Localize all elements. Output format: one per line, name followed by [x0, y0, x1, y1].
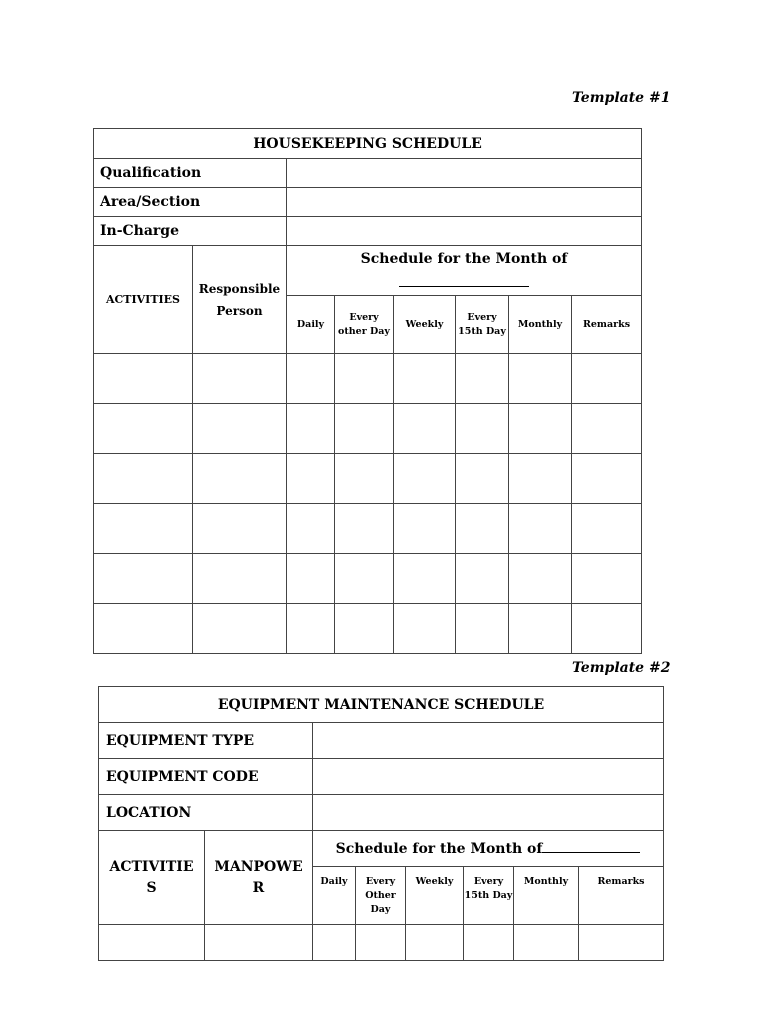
cell[interactable]: [394, 554, 456, 604]
cell[interactable]: [94, 454, 193, 504]
location-label: LOCATION: [99, 795, 313, 831]
cell[interactable]: [94, 354, 193, 404]
col-weekly-2: Weekly: [406, 867, 464, 925]
equipment-maintenance-title: EQUIPMENT MAINTENANCE SCHEDULE: [99, 687, 664, 723]
col-every-15th-day: Every 15th Day: [456, 296, 509, 354]
in-charge-field[interactable]: [287, 217, 642, 246]
activities-header-2: [99, 831, 205, 925]
month-header: [287, 246, 642, 296]
month-header-2: [313, 831, 664, 867]
in-charge-label: In-Charge: [94, 217, 287, 246]
cell[interactable]: [335, 454, 394, 504]
cell[interactable]: [572, 454, 642, 504]
cell[interactable]: [287, 504, 335, 554]
table-row: [94, 554, 642, 604]
cell[interactable]: [94, 504, 193, 554]
month-blank-line-2[interactable]: [542, 852, 640, 853]
equipment-code-field[interactable]: [313, 759, 664, 795]
col-daily-2: Daily: [313, 867, 356, 925]
table-row: [94, 354, 642, 404]
area-section-label: Area/Section: [94, 188, 287, 217]
cell[interactable]: [509, 604, 572, 654]
cell[interactable]: [572, 354, 642, 404]
cell[interactable]: [193, 354, 287, 404]
cell[interactable]: [456, 554, 509, 604]
table-row: [99, 925, 664, 961]
col-remarks-2: Remarks: [579, 867, 664, 925]
cell[interactable]: [193, 504, 287, 554]
cell[interactable]: [287, 454, 335, 504]
cell[interactable]: [287, 354, 335, 404]
cell[interactable]: [464, 925, 514, 961]
cell[interactable]: [456, 404, 509, 454]
cell[interactable]: [394, 354, 456, 404]
col-remarks: Remarks: [572, 296, 642, 354]
cell[interactable]: [406, 925, 464, 961]
col-monthly-2: Monthly: [514, 867, 579, 925]
table-row: [94, 604, 642, 654]
manpower-header: [205, 831, 313, 925]
equipment-code-label: EQUIPMENT CODE: [99, 759, 313, 795]
cell[interactable]: [335, 404, 394, 454]
responsible-person-header: [193, 246, 287, 354]
activities-header: ACTIVITIES: [94, 246, 193, 354]
cell[interactable]: [99, 925, 205, 961]
table-row: [94, 454, 642, 504]
qualification-label: Qualification: [94, 159, 287, 188]
col-every-other-day-2: Every Other Day: [356, 867, 406, 925]
col-monthly: Monthly: [509, 296, 572, 354]
cell[interactable]: [456, 604, 509, 654]
cell[interactable]: [509, 504, 572, 554]
cell[interactable]: [356, 925, 406, 961]
col-weekly: Weekly: [394, 296, 456, 354]
area-section-field[interactable]: [287, 188, 642, 217]
cell[interactable]: [456, 454, 509, 504]
activities-header-2-line2: S: [146, 879, 157, 896]
col-daily: Daily: [287, 296, 335, 354]
cell[interactable]: [509, 554, 572, 604]
cell[interactable]: [205, 925, 313, 961]
cell[interactable]: [456, 504, 509, 554]
responsible-header-line1: Responsible: [198, 281, 281, 296]
cell[interactable]: [287, 404, 335, 454]
cell[interactable]: [287, 554, 335, 604]
cell[interactable]: [94, 404, 193, 454]
cell[interactable]: [335, 554, 394, 604]
equipment-type-label: EQUIPMENT TYPE: [99, 723, 313, 759]
housekeeping-title: HOUSEKEEPING SCHEDULE: [94, 129, 642, 159]
manpower-header-line2: R: [252, 879, 265, 896]
cell[interactable]: [193, 604, 287, 654]
activities-header-2-line1: ACTIVITIE: [109, 858, 194, 875]
cell[interactable]: [579, 925, 664, 961]
cell[interactable]: [335, 504, 394, 554]
month-header-text: Schedule for the Month of: [360, 250, 568, 267]
cell[interactable]: [509, 404, 572, 454]
location-field[interactable]: [313, 795, 664, 831]
table-row: [94, 504, 642, 554]
cell[interactable]: [509, 354, 572, 404]
cell[interactable]: [94, 604, 193, 654]
qualification-field[interactable]: [287, 159, 642, 188]
cell[interactable]: [456, 354, 509, 404]
cell[interactable]: [193, 404, 287, 454]
cell[interactable]: [335, 354, 394, 404]
cell[interactable]: [394, 504, 456, 554]
cell[interactable]: [572, 604, 642, 654]
cell[interactable]: [514, 925, 579, 961]
cell[interactable]: [394, 604, 456, 654]
cell[interactable]: [572, 404, 642, 454]
cell[interactable]: [335, 604, 394, 654]
responsible-header-line2: Person: [216, 303, 263, 318]
cell[interactable]: [572, 504, 642, 554]
cell[interactable]: [287, 604, 335, 654]
cell[interactable]: [394, 404, 456, 454]
cell[interactable]: [572, 554, 642, 604]
cell[interactable]: [394, 454, 456, 504]
col-every-other-day: Every other Day: [335, 296, 394, 354]
cell[interactable]: [509, 454, 572, 504]
template-1-label: Template #1: [572, 90, 671, 106]
equipment-type-field[interactable]: [313, 723, 664, 759]
template-2-label: Template #2: [572, 660, 671, 676]
month-header-2-text: Schedule for the Month of: [335, 840, 543, 857]
equipment-maintenance-table: [98, 686, 664, 961]
cell[interactable]: [313, 925, 356, 961]
cell[interactable]: [193, 454, 287, 504]
col-every-15th-day-2: Every 15th Day: [464, 867, 514, 925]
cell[interactable]: [94, 554, 193, 604]
housekeeping-schedule-table: [93, 128, 642, 654]
cell[interactable]: [193, 554, 287, 604]
month-blank-line[interactable]: [399, 286, 529, 287]
table-row: [94, 404, 642, 454]
manpower-header-line1: MANPOWE: [214, 858, 303, 875]
